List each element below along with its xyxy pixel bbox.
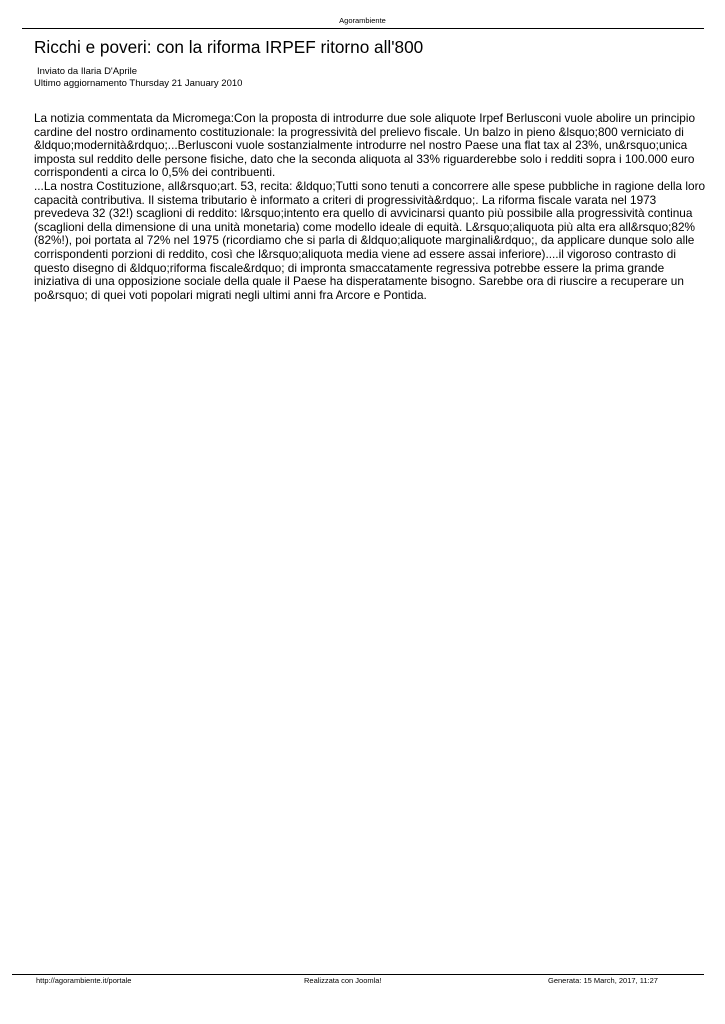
header-divider <box>22 28 704 29</box>
site-header: Agorambiente <box>339 16 386 25</box>
footer-powered-by: Realizzata con Joomla! <box>304 976 382 985</box>
article-body <box>34 112 706 302</box>
article-title: Ricchi e poveri: con la riforma IRPEF ritorno all'800 <box>34 37 424 57</box>
article-paragraph: ...La nostra Costituzione, all&rsquo;art. 53, recita: &ldquo;Tutti sono tenuti a concorrere alle spese pubbliche in ragione della loro capacità contributiva. Il sistema tributario è informato a criteri di progressività&rdquo;. La riforma fiscale varata nel 1973 prevedeva 32 (32!) scaglioni di reddito: l&rsquo;intento era quello di avvicinarsi quanto più possibile alla progressività continua (scaglioni della dimensione di una unità monetaria) come modello ideale di equità. L&rsquo;aliquota più alta era all&rsquo;82% (82%!), poi portata al 72% nel 1975 (ricordiamo che si parla di &ldquo;aliquote marginali&rdquo;, da applicare dunque solo alle corrispondenti porzioni di reddito, così che l&rsquo;aliquota media viene ad essere assai inferiore)....il vigoroso contrasto di questo disegno di &ldquo;riforma fiscale&rdquo; di impronta smaccatamente regressiva potrebbe essere la prima grande iniziativa di una opposizione sociale della quale il Paese ha disperatamente bisogno. Sarebbe ora di riuscire a recuperare un po&rsquo; di quei voti popolari migrati negli ultimi anni fra Arcore e Pontida. <box>34 178 706 302</box>
article-meta <box>34 66 242 89</box>
article-updated-date: Ultimo aggiornamento Thursday 21 January 2010 <box>34 77 243 89</box>
article-author: Inviato da Ilaria D'Aprile <box>37 66 138 77</box>
article-paragraph: La notizia commentata da Micromega:Con la proposta di introdurre due sole aliquote Irpef Berlusconi vuole abolire un principio cardine del nostro ordinamento costituzionale: la progressività del prelievo fiscale. Un balzo in pieno &lsquo;800 verniciato di &ldquo;modernità&rdquo;...Berlusconi vuole sostanzialmente introdurre nel nostro Paese una flat tax al 23%, un&rsquo;unica imposta sul reddito delle persone fisiche, dato che la seconda aliquota al 33% riguarderebbe solo i redditi sopra i 100.000 euro corrispondenti a circa lo 0,5% dei contribuenti. <box>34 111 696 180</box>
footer-url: http://agorambiente.it/portale <box>36 976 132 985</box>
footer-divider <box>12 974 704 975</box>
footer-generated-date: Generata: 15 March, 2017, 11:27 <box>548 976 658 985</box>
